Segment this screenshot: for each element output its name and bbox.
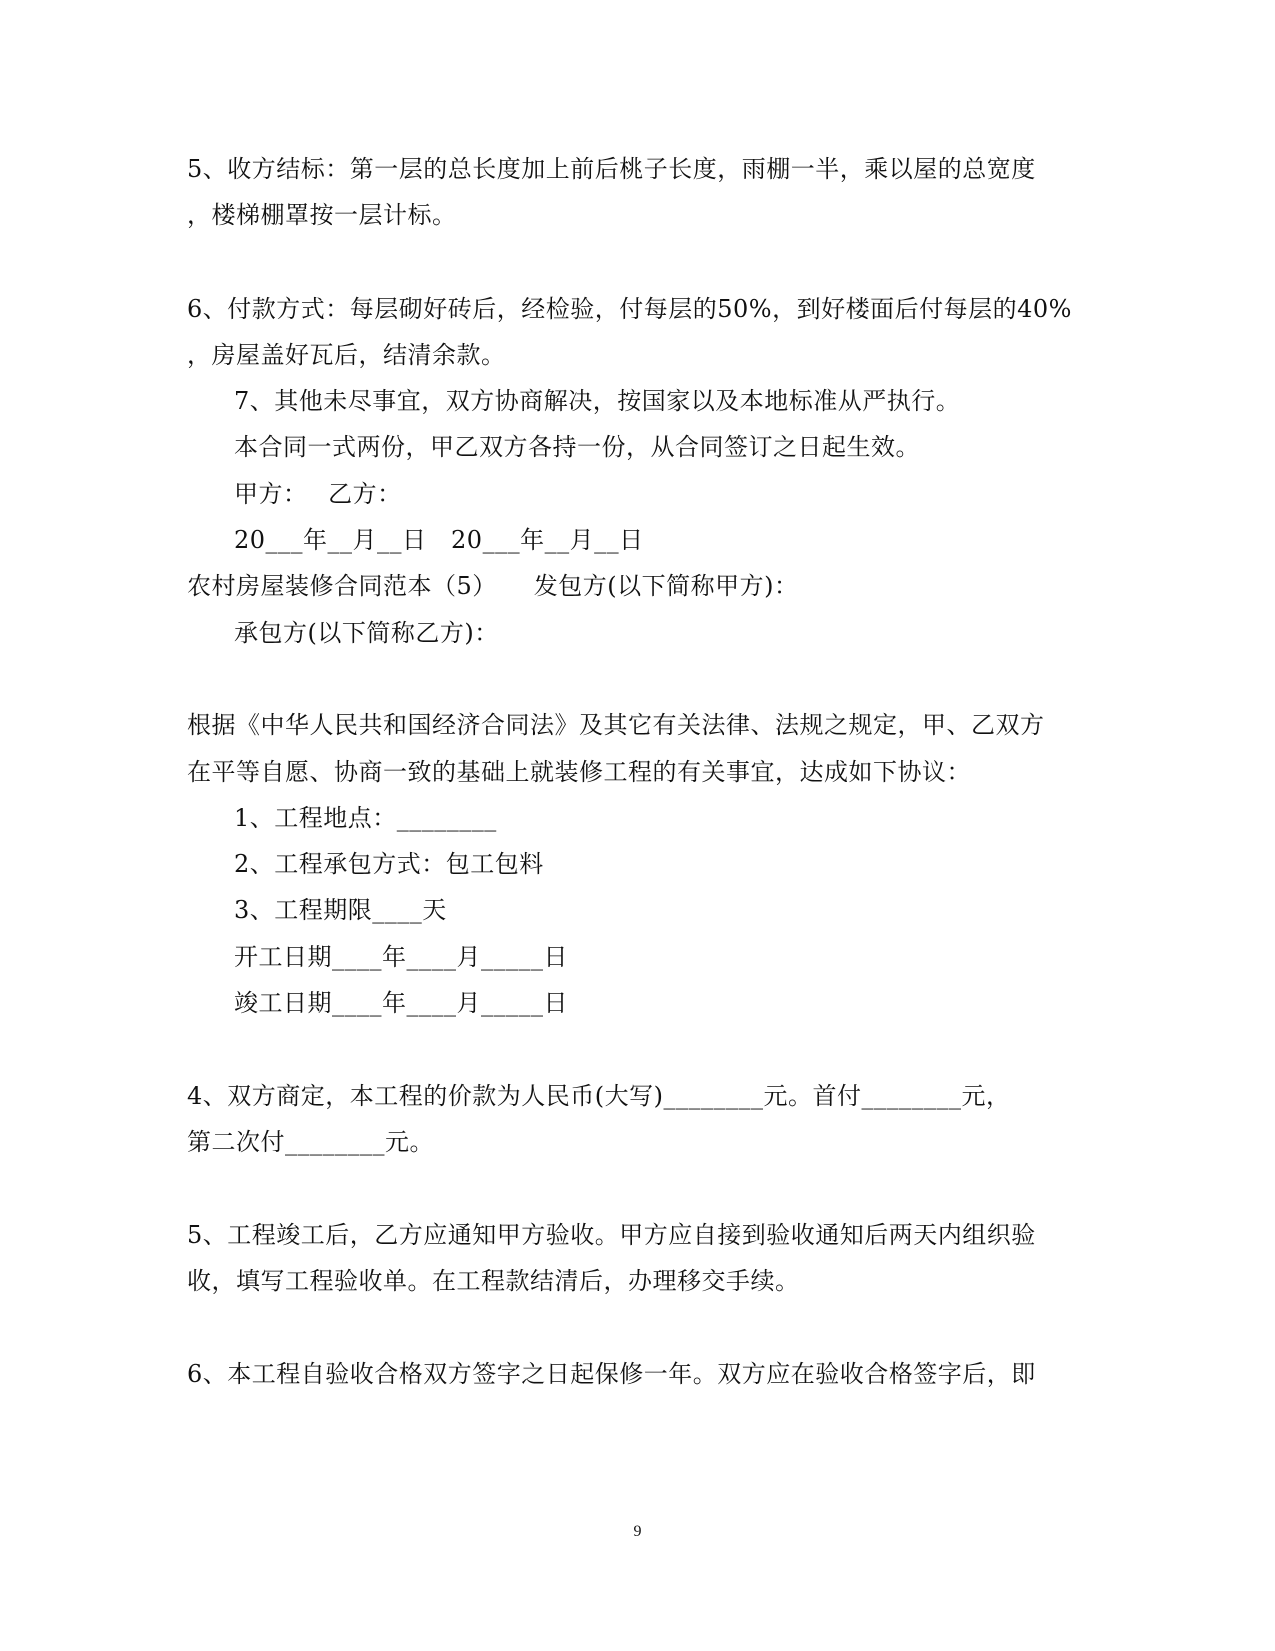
item-3-duration: 3、工程期限____天 [234,896,447,924]
page-number: 9 [633,1523,642,1540]
contractor-line: 承包方(以下简称乙方)： [234,619,499,647]
signature-dates: 20___年__月__日 20___年__月__日 [234,526,644,554]
start-date-line: 开工日期____年____月_____日 [234,943,568,971]
item-4-price-line-2: 第二次付________元。 [187,1128,434,1156]
item-5-acceptance-line-1: 5、工程竣工后，乙方应通知甲方验收。甲方应自接到验收通知后两天内组织验 [187,1221,1036,1249]
contract-copies-note: 本合同一式两份，甲乙双方各持一份，从合同签订之日起生效。 [234,433,920,461]
signature-parties: 甲方： 乙方： [234,480,402,508]
item-2-contract-method: 2、工程承包方式：包工包料 [234,850,544,878]
preamble-line-2: 在平等自愿、协商一致的基础上就装修工程的有关事宜，达成如下协议： [187,758,971,786]
item-6-warranty-line-1: 6、本工程自验收合格双方签字之日起保修一年。双方应在验收合格签字后，即 [187,1360,1036,1388]
clause-5-settlement-line-1: 5、收方结标：第一层的总长度加上前后桃子长度，雨棚一半，乘以屋的总宽度 [187,155,1036,183]
completion-date-line: 竣工日期____年____月_____日 [234,989,568,1017]
item-1-location: 1、工程地点：________ [234,804,497,832]
clause-6-payment-line-1: 6、付款方式：每层砌好砖后，经检验，付每层的50%，到好楼面后付每层的40% [187,295,1072,323]
preamble-line-1: 根据《中华人民共和国经济合同法》及其它有关法律、法规之规定，甲、乙双方 [187,711,1045,739]
item-5-acceptance-line-2: 收，填写工程验收单。在工程款结清后，办理移交手续。 [187,1267,800,1295]
clause-5-settlement-line-2: ，楼梯棚罩按一层计标。 [187,201,457,229]
contract-heading-line: 农村房屋装修合同范本（5） 发包方(以下简称甲方)： [187,572,799,600]
item-4-price-line-1: 4、双方商定，本工程的价款为人民币(大写)________元。首付________元， [187,1082,1011,1110]
clause-6-payment-line-2: ，房屋盖好瓦后，结清余款。 [187,341,506,369]
clause-7-other-matters: 7、其他未尽事宜，双方协商解决，按国家以及本地标准从严执行。 [234,387,961,415]
